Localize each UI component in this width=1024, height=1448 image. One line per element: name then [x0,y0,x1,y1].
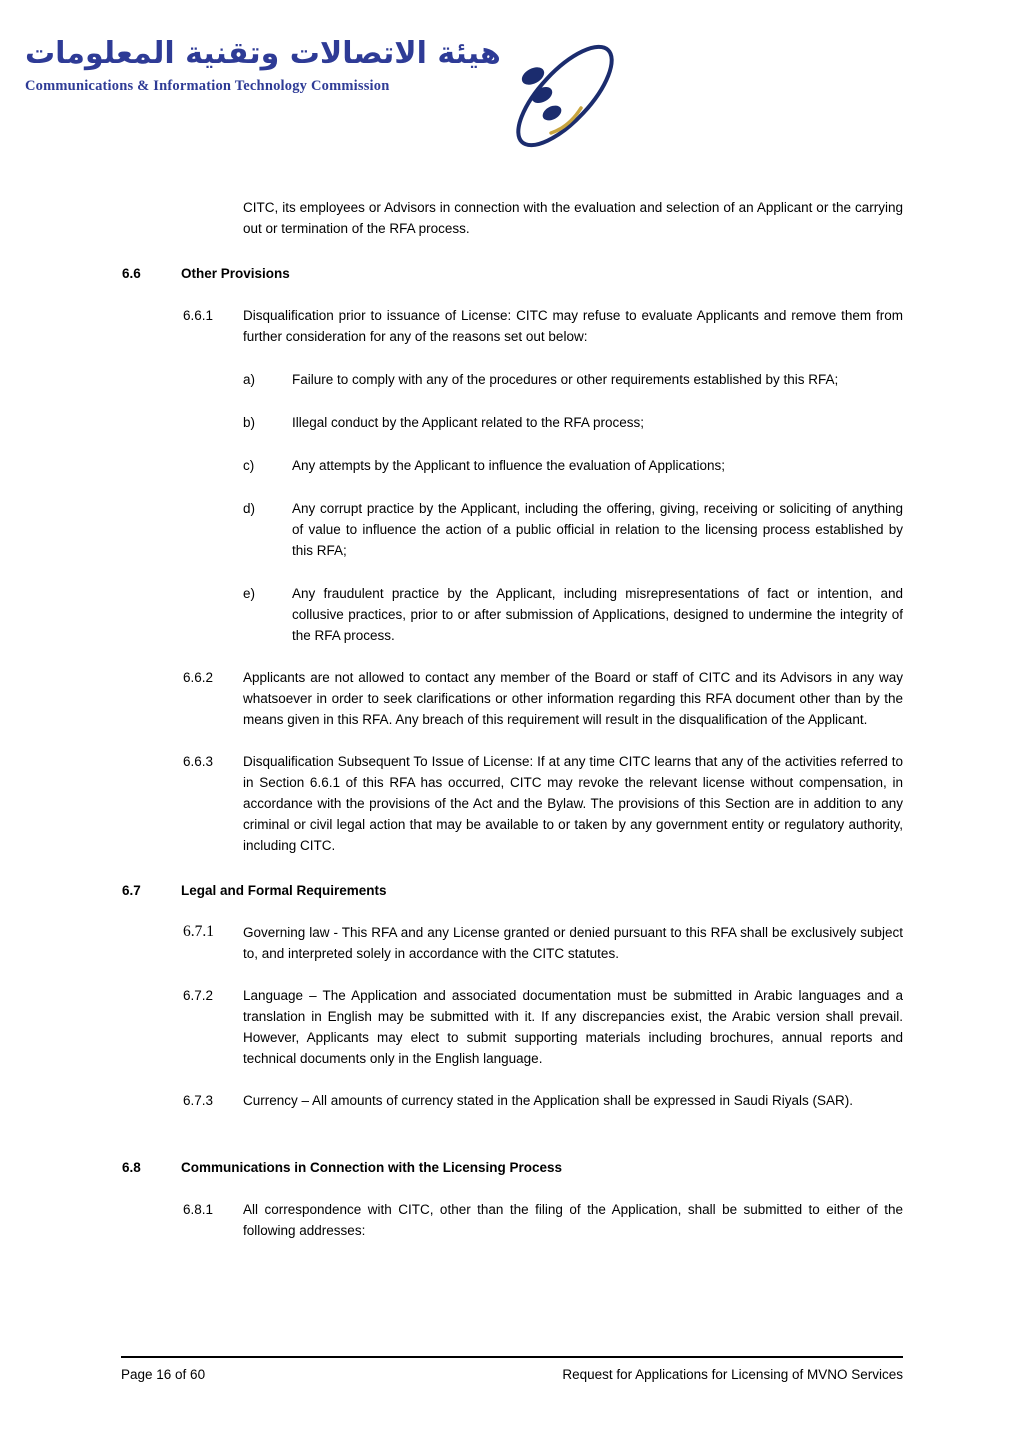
item-number: 6.6.3 [183,754,214,769]
list-item-text: Any attempts by the Applicant to influence the evaluation of Applications; [292,458,726,473]
list-item-e [122,583,903,646]
section-number: 6.7 [122,883,141,898]
section-title: Other Provisions [181,266,290,281]
item-text: Governing law - This RFA and any License granted or denied pursuant to this RFA shall be exclusively subject to, and interpreted solely in accordance with the CITC statutes. [243,925,903,961]
section-item-6-8-1 [122,1199,903,1241]
section-heading-6-7 [122,880,903,901]
item-text: Disqualification Subsequent To Issue of License: If at any time CITC learns that any of the activities referred to in Section 6.6.1 of this RFA has occurred, CITC may revoke the relevant license without compensation, in accordance with the provisions of the Act and the Bylaw. The provisions of this Section are in addition to any criminal or civil legal action that may be available to or taken by any government entity or regulatory authority, including CITC. [243,754,903,853]
section-item-6-6-3 [122,751,903,856]
page-footer [121,1356,903,1385]
item-number: 6.6.1 [183,308,214,323]
list-item-a [122,369,903,390]
section-number: 6.8 [122,1160,141,1175]
list-item-c [122,455,903,476]
item-number: 6.6.2 [183,670,214,685]
list-item-label: e) [243,586,256,601]
section-item-6-7-3 [122,1090,903,1111]
section-item-6-7-2 [122,985,903,1069]
item-number: 6.7.2 [183,988,214,1003]
item-text: Language – The Application and associated documentation must be submitted in Arabic languages and a translation in English may be submitted with it. If any discrepancies exist, the Arabic version shall prevail. However, Applicants may elect to submit supporting materials including brochures, annual reports and technical documents only in the English language. [243,988,903,1066]
section-item-6-6-1 [122,305,903,347]
section-item-6-6-2 [122,667,903,730]
logo-text-block [25,34,501,95]
item-text: All correspondence with CITC, other than the filing of the Application, shall be submitted to either of the following addresses: [243,1202,903,1238]
footer-page-number: Page 16 of 60 [121,1367,206,1382]
list-item-d [122,498,903,561]
list-item-label: d) [243,501,256,516]
item-text: Currency – All amounts of currency stated in the Application shall be expressed in Saudi Riyals (SAR). [243,1093,854,1108]
footer-document-title: Request for Applications for Licensing of MVNO Services [562,1367,903,1382]
list-item-text: Any corrupt practice by the Applicant, including the offering, giving, receiving or soliciting of anything of value to influence the action of a public official in relation to the licensing process established by this RFA; [292,501,903,558]
section-title: Legal and Formal Requirements [181,883,387,898]
item-text: Applicants are not allowed to contact any member of the Board or staff of CITC and its Advisors in any way whatsoever in order to seek clarifications or other information regarding this RFA document other than by the means given in this RFA. Any breach of this requirement will result in the disqualification of the Applicant. [243,670,903,727]
list-item-label: a) [243,372,256,387]
logo-arabic-text: هيئة الاتصالات وتقنية المعلومات [25,36,501,71]
citc-emblem-icon [507,36,622,156]
section-heading-6-6 [122,263,903,284]
list-item-text: Failure to comply with any of the procedures or other requirements established by this RFA; [292,372,839,387]
section-item-6-7-1 [122,922,903,964]
item-number: 6.8.1 [183,1202,214,1217]
section-heading-6-8 [122,1157,903,1178]
list-item-b [122,412,903,433]
document-body [122,197,903,1241]
paragraph-continuation: CITC, its employees or Advisors in connection with the evaluation and selection of an Applicant or the carrying out or termination of the RFA process. [243,200,903,236]
section-number: 6.6 [122,266,141,281]
item-text: Disqualification prior to issuance of License: CITC may refuse to evaluate Applicants and remove them from further consideration for any of the reasons set out below: [243,308,903,344]
item-number: 6.7.3 [183,1093,214,1108]
item-number: 6.7.1 [183,923,214,940]
logo-english-text: Communications & Information Technology Commission [25,77,390,94]
list-item-label: b) [243,415,256,430]
citc-logo [25,34,622,156]
section-title: Communications in Connection with the Licensing Process [181,1160,563,1175]
list-item-text: Any fraudulent practice by the Applicant, including misrepresentations of fact or intention, and collusive practices, prior to or after submission of Applications, designed to undermine the integrity of the RFA process. [292,586,903,643]
list-item-label: c) [243,458,255,473]
list-item-text: Illegal conduct by the Applicant related to the RFA process; [292,415,644,430]
